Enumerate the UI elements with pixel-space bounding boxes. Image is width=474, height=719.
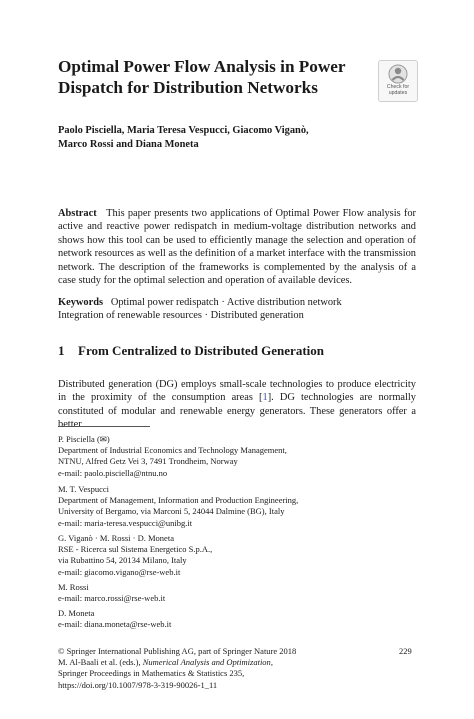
keywords — [58, 296, 416, 323]
affiliation-line: P. Pisciella (✉) — [58, 434, 110, 444]
affiliation-line: G. Viganò · M. Rossi · D. Moneta — [58, 533, 174, 543]
affiliation-line: Department of Management, Information and Production Engineering, — [58, 495, 299, 506]
editors-prefix: M. Al-Baali et al. (eds.), — [58, 657, 143, 668]
affiliation-email[interactable]: e-mail: giacomo.vigano@rse-web.it — [58, 566, 181, 577]
keywords-line-1: Optimal power redispatch · Active distribution network — [110, 297, 342, 308]
authors-line-1: Paolo Pisciella, Maria Teresa Vespucci, Giacomo Viganò, — [58, 125, 309, 136]
title-line-1: Optimal Power Flow Analysis in Power — [58, 57, 346, 76]
body-text-1: Distributed generation (DG) employs small-scale technologies to produce electricity in the proximity of the consumption areas [ — [58, 379, 416, 404]
affiliation-line: M. Rossi — [58, 582, 89, 592]
check-for-updates-badge[interactable] — [378, 60, 418, 102]
badge-line-2: updates — [388, 89, 408, 96]
badge-line-1: Check for — [386, 84, 410, 90]
affiliation-line: Department of Industrial Economics and Technology Management, — [58, 445, 287, 456]
affiliation-line: D. Moneta — [58, 608, 95, 618]
affiliation-vigano-rossi-moneta — [58, 533, 358, 578]
affiliation-line: NTNU, Alfred Getz Vei 3, 7491 Trondheim, Norway — [58, 456, 238, 467]
page-number: 229 — [399, 646, 412, 656]
footnote-divider — [58, 426, 150, 427]
editors-suffix: , — [270, 657, 273, 668]
affiliation-line: RSE - Ricerca sul Sistema Energetico S.p.A., — [58, 544, 213, 555]
section-number: 1 — [58, 343, 65, 358]
book-title: Numerical Analysis and Optimization — [142, 657, 271, 668]
affiliation-line: via Rubattino 54, 20134 Milano, Italy — [58, 555, 187, 566]
abstract — [58, 207, 416, 287]
affiliation-line: M. T. Vespucci — [58, 484, 109, 494]
affiliation-email[interactable]: e-mail: maria-teresa.vespucci@unibg.it — [58, 517, 193, 528]
body-text-2: ]. DG technologies are normally constituted of modular and renewable energy generators. These generators offer a better — [58, 392, 416, 431]
body-paragraph — [58, 378, 416, 432]
section-heading — [58, 343, 324, 359]
section-title: From Centralized to Distributed Generation — [78, 343, 324, 358]
abstract-text: This paper presents two applications of Optimal Power Flow analysis for active and reactive power redispatch in medium-voltage distribution networks and shows how this tool can be used to efficiently manage the selection and operation of network resources as well as the definition of a market interface with the transmission network. The description of the frameworks is complemented by the analysis of a case study for the optimal selection and operation of available devices. — [58, 208, 416, 287]
keywords-label: Keywords — [58, 297, 104, 308]
author-list — [58, 124, 420, 152]
affiliation-email[interactable]: e-mail: diana.moneta@rse-web.it — [58, 619, 172, 630]
affiliation-email[interactable]: e-mail: marco.rossi@rse-web.it — [58, 593, 166, 604]
citation-link[interactable]: 1 — [262, 392, 268, 404]
editors-line — [58, 657, 358, 668]
affiliation-moneta — [58, 608, 358, 630]
publication-footer — [58, 646, 358, 691]
affiliation-vespucci — [58, 484, 358, 529]
keywords-line-2: Integration of renewable resources · Distributed generation — [58, 310, 304, 322]
doi-link[interactable]: https://doi.org/10.1007/978-3-319-90026-1_11 — [58, 679, 218, 690]
affiliation-rossi — [58, 582, 358, 604]
affiliation-line: University of Bergamo, via Marconi 5, 24044 Dalmine (BG), Italy — [58, 506, 285, 517]
affiliation-pisciella — [58, 434, 358, 479]
copyright-line: © Springer International Publishing AG, part of Springer Nature 2018 — [58, 646, 297, 656]
paper-title — [58, 56, 368, 98]
abstract-label: Abstract — [58, 208, 97, 219]
affiliation-email[interactable]: e-mail: paolo.pisciella@ntnu.no — [58, 467, 168, 478]
series-line: Springer Proceedings in Mathematics & Statistics 235, — [58, 668, 245, 679]
title-line-2: Dispatch for Distribution Networks — [58, 78, 318, 97]
check-for-updates-icon — [388, 64, 408, 84]
authors-line-2: Marco Rossi and Diana Moneta — [58, 139, 199, 150]
